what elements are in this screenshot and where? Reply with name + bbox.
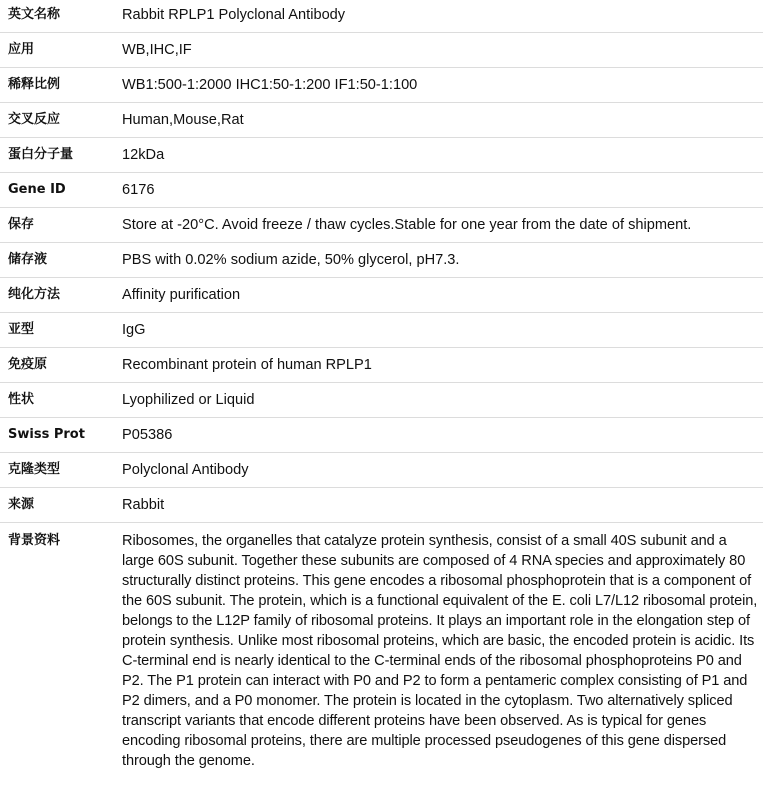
row-label: 背景资料 (8, 533, 61, 548)
row-background (0, 523, 763, 771)
row-english-name (0, 0, 763, 33)
row-label: 英文名称 (8, 7, 61, 22)
row-clonality (0, 453, 763, 488)
background-text: Ribosomes, the organelles that catalyze protein synthesis, consist of a small 40S subunit and a large 60S subunit. Together these subunits are composed of 4 RNA species and approximately 80 structurally distinct proteins. This gene encodes a ribosomal phosphoprotein that is a component of the 60S subunit. The protein, which is a functional equivalent of the E. coli L7/L12 ribosomal protein, belongs to the L12P family of ribosomal proteins. It plays an important role in the elongation step of protein synthesis. Unlike most ribosomal proteins, which are basic, the encoded protein is acidic. Its C-terminal end is nearly identical to the C-terminal ends of the ribosomal phosphoproteins P0 and P2. The P1 protein can interact with P0 and P2 to form a pentameric complex consisting of P1 and P2 dimers, and a P0 monomer. The protein is located in the cytoplasm. Two alternatively spliced transcript variants that encode different proteins have been observed. As is typical for genes encoding ribosomal proteins, there are multiple processed pseudogenes of this gene dispersed through the genome. (122, 533, 758, 769)
row-value: Affinity purification (122, 287, 241, 303)
row-swiss-prot (0, 418, 763, 453)
row-label: 纯化方法 (8, 287, 61, 302)
row-value: PBS with 0.02% sodium azide, 50% glycerol, pH7.3. (122, 252, 460, 268)
row-value: Rabbit RPLP1 Polyclonal Antibody (122, 7, 346, 23)
row-form (0, 383, 763, 418)
row-immunogen (0, 348, 763, 383)
row-label: Swiss Prot (8, 427, 85, 442)
row-dilution (0, 68, 763, 103)
row-host (0, 488, 763, 523)
row-label: 性状 (8, 392, 35, 407)
row-value: Polyclonal Antibody (122, 462, 249, 478)
row-value: Rabbit (122, 497, 165, 513)
row-value: 12kDa (122, 147, 165, 163)
row-value: Recombinant protein of human RPLP1 (122, 357, 372, 373)
row-value: Human,Mouse,Rat (122, 112, 244, 128)
row-value: IgG (122, 322, 146, 338)
row-value: 6176 (122, 182, 155, 198)
row-molecular-weight (0, 138, 763, 173)
row-label: 克隆类型 (8, 462, 61, 477)
row-label: 交叉反应 (8, 112, 61, 127)
row-label: 保存 (8, 217, 35, 232)
row-label: 免疫原 (8, 357, 48, 372)
row-label: 储存液 (8, 252, 48, 267)
row-value: WB1:500-1:2000 IHC1:50-1:200 IF1:50-1:100 (122, 77, 418, 93)
row-value: WB,IHC,IF (122, 42, 192, 58)
row-application (0, 33, 763, 68)
row-storage (0, 208, 763, 243)
row-value: Store at -20°C. Avoid freeze / thaw cycles.Stable for one year from the date of shipment. (122, 217, 692, 233)
row-value: P05386 (122, 427, 173, 443)
row-label: 亚型 (8, 322, 35, 337)
row-buffer (0, 243, 763, 278)
row-gene-id (0, 173, 763, 208)
row-reactivity (0, 103, 763, 138)
row-label: 稀释比例 (8, 77, 61, 92)
row-label: 应用 (8, 42, 35, 57)
row-label: 来源 (8, 497, 35, 512)
row-isotype (0, 313, 763, 348)
row-label: Gene ID (8, 182, 66, 197)
row-value: Lyophilized or Liquid (122, 392, 255, 408)
row-label: 蛋白分子量 (8, 147, 74, 162)
row-purification (0, 278, 763, 313)
